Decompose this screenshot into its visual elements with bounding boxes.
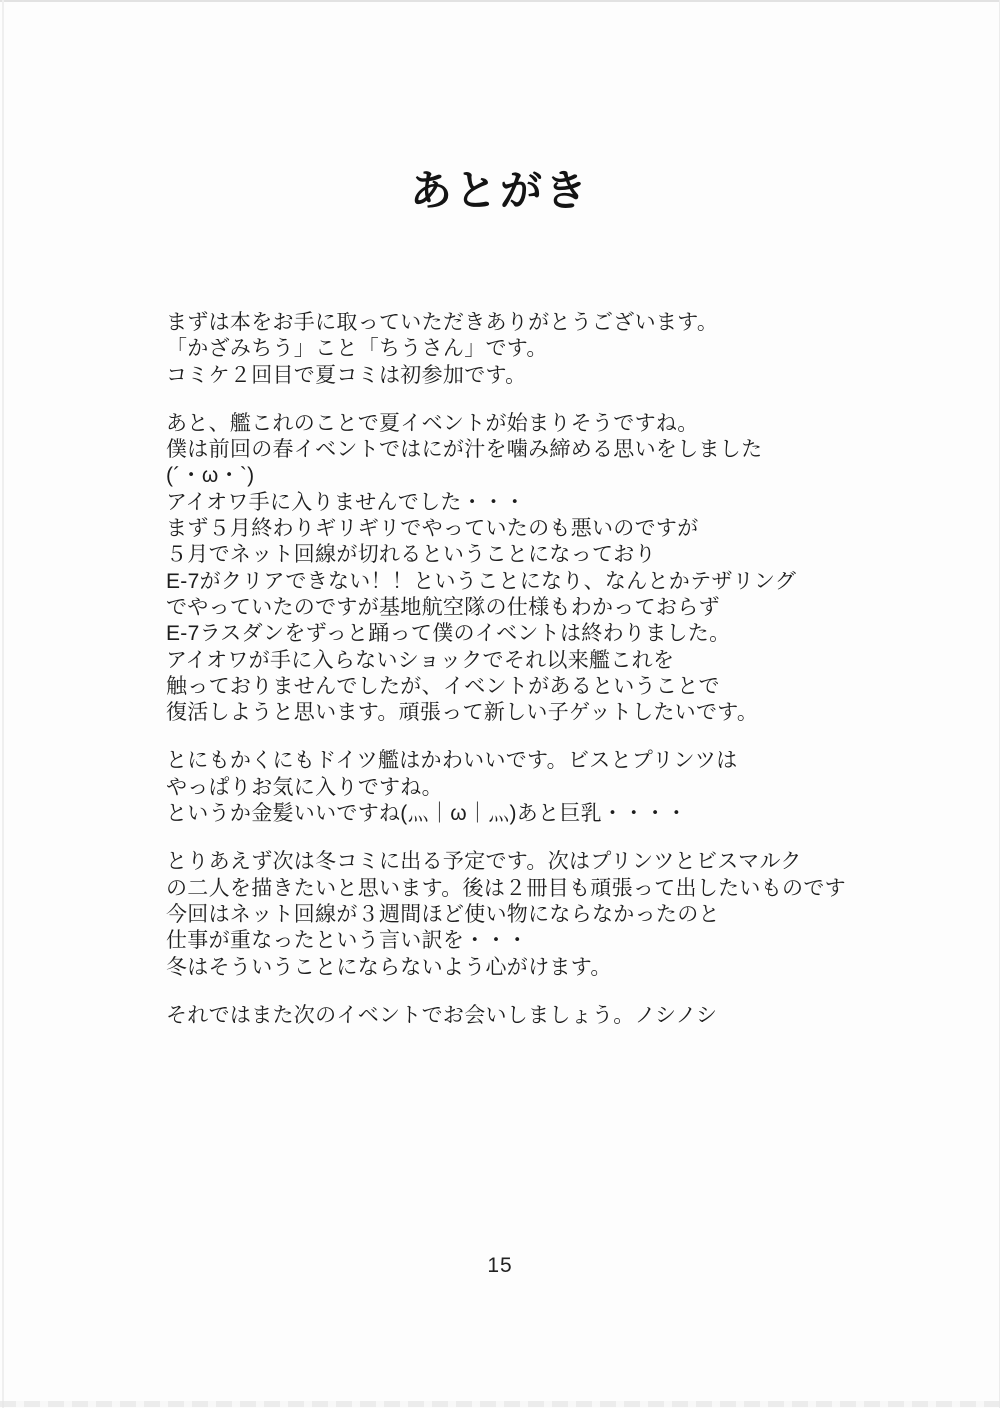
paragraph [166, 748, 896, 827]
text-line: というか金髪いいですね(灬｜ω｜灬)あと巨乳・・・・ [166, 802, 688, 826]
text-line: コミケ２回目で夏コミは初参加です。 [166, 363, 527, 387]
text-line: 「かざみちう」こと「ちうさん」です。 [166, 337, 548, 361]
text-line: ５月でネット回線が切れるということになっており [166, 543, 656, 567]
text-line: 冬はそういうことにならないよう心がけます。 [166, 955, 612, 979]
text-line: とりあえず次は冬コミに出る予定です。次はプリンツとビスマルク [166, 850, 802, 874]
afterword-body [166, 310, 896, 1051]
paragraph [166, 310, 896, 389]
text-line: E-7ラスダンをずっと踊って僕のイベントは終わりました。 [166, 622, 731, 646]
text-line: あと、艦これのことで夏イベントが始まりそうですね。 [166, 411, 699, 435]
paragraph [166, 411, 896, 727]
text-line: E-7がクリアできない！！ということになり、なんとかテザリング [166, 569, 797, 593]
text-line: まずは本をお手に取っていただきありがとうございます。 [166, 311, 719, 334]
page-number: 15 [487, 1254, 513, 1277]
scan-edge-top [0, 0, 1000, 2]
paragraph [166, 849, 896, 980]
text-line: 今回はネット回線が３週間ほど使い物にならなかったのと [166, 902, 720, 926]
text-line: まず５月終わりギリギリでやっていたのも悪いのですが [166, 517, 699, 541]
text-line: 僕は前回の春イベントではにが汁を噛み締める思いをしました [166, 438, 763, 462]
text-line: やっぱりお気に入りですね。 [166, 775, 443, 799]
text-line: の二人を描きたいと思います。後は２冊目も頑張って出したいものです [166, 876, 846, 900]
text-line: 触っておりませんでしたが、イベントがあるということで [166, 674, 720, 698]
text-line: でやっていたのですが基地航空隊の仕様もわかっておらず [166, 595, 720, 619]
scan-edge-bottom-artifact [0, 1401, 1000, 1407]
text-line: アイオワが手に入らないショックでそれ以来艦これを [166, 648, 675, 672]
text-line: (´・ω・`) [166, 464, 255, 488]
text-line: アイオワ手に入りませんでした・・・ [166, 490, 526, 514]
paragraph [166, 1003, 896, 1029]
page-title: あとがき [409, 166, 590, 215]
text-line: 仕事が重なったという言い訳を・・・ [166, 929, 529, 953]
text-line: それではまた次のイベントでお会いしましょう。ノシノシ [166, 1003, 718, 1027]
text-line: とにもかくにもドイツ艦はかわいいです。ビスとプリンツは [166, 749, 738, 773]
text-line: 復活しようと思います。頑張って新しい子ゲットしたいです。 [166, 701, 759, 725]
